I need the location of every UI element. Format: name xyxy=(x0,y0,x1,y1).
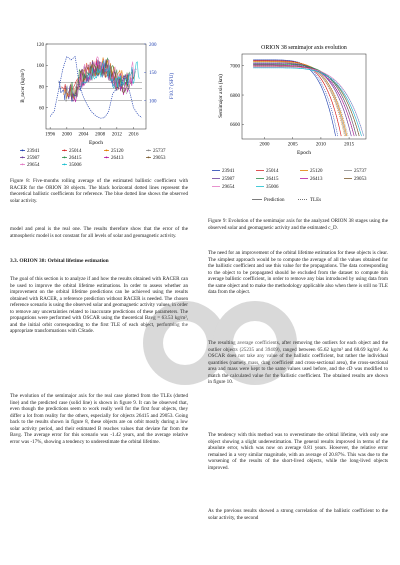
right-paragraph-2: The resulting average coefficients, after removing the outliers for each object and the outlier objects (25235 and 39409), ranged between 65.62 kg/m² and 68.69 kg/m². As OSCAR does not take any value of the ballistic coefficient, but rather the individual quantities (namely mass, drag coefficient and cross-sectional area), the cross-sectional area and mass were kept to the same values used before, and the cD was modified to match the calculated value for the ballistic coefficient. The obtained results are shown in figure 10. xyxy=(208,340,388,386)
left-intro-paragraph: model and ρreal is the real one. The results therefore show that the error of the atmospheric model is not constant for all levels of solar and geomagnetic activity. xyxy=(10,226,188,239)
section-heading-3-3: 3.3. ORION 38: Orbital lifetime estimation xyxy=(10,258,109,264)
fig8-legend-label: 25737 xyxy=(153,149,166,154)
left-paragraph-2: The evolution of the semimajor axis for the real case plotted from the TLEs (dotted line) and the predicted case (solid line) is shown in figure 9. It can be observed that, even though the predictions seem to work really well for the first four objects, they differ a lot from reality for the others, especially for objects 26415 and 29053. Going back to the results shown in figure 8, these objects are on orbit mostly during a low solar activity period, and their estimated B reaches values that deviate far from the Bavg. The average error for this scenario was -1.42 years, and the average relative error was -17%, showing a tendency to underestimate the orbital lifetime. xyxy=(10,393,188,445)
fig8-legend-label: 25987 xyxy=(27,156,40,161)
fig8-legend-marker xyxy=(106,150,108,152)
fig8-ytick-label: 60 xyxy=(39,106,44,112)
fig8-xtick-label: 2016 xyxy=(128,132,139,138)
fig8-ylabel: B_racer (kg/m²) xyxy=(20,69,26,103)
fig8-x-ticks xyxy=(45,127,139,138)
fig9-tle-line xyxy=(253,61,341,136)
fig9-legend-label: 25120 xyxy=(310,169,323,174)
fig8-series xyxy=(59,57,140,102)
fig9-legend-label: 25014 xyxy=(266,169,279,174)
fig8-legend-label: 35006 xyxy=(69,163,82,168)
fig8-axes-box xyxy=(46,44,146,129)
fig8-ytick-right-label: 150 xyxy=(149,71,157,77)
fig9-ylabel: Semimajor axis (km) xyxy=(218,74,224,118)
fig9-legend xyxy=(212,169,367,203)
fig8-legend-marker xyxy=(64,150,66,152)
fig9-legend-label: 23941 xyxy=(222,169,235,174)
fig9-legend-label: 26415 xyxy=(266,177,279,182)
fig9-legend-label: 29654 xyxy=(222,185,235,190)
fig9-legend-label: 25737 xyxy=(354,169,367,174)
fig8-legend-label: 25014 xyxy=(69,149,82,154)
fig9-xtick-label: 2010 xyxy=(315,142,326,148)
right-paragraph-4: As the previous results showed a strong correlation of the ballistic coefficient to the solar activity, the second xyxy=(208,508,388,521)
fig8-legend-label: 23941 xyxy=(27,149,40,154)
fig8-legend-label: 29654 xyxy=(27,163,40,168)
fig9-series xyxy=(253,60,363,136)
fig8-ytick-label: 80 xyxy=(39,85,44,91)
fig9-prediction-line xyxy=(253,61,341,136)
figure-8-chart xyxy=(10,40,188,168)
fig8-xtick-label: 2004 xyxy=(78,132,89,138)
fig9-prediction-line xyxy=(253,64,356,136)
figure-9-caption: Figure 9: Evolution of the semimajor axis for the analyzed ORION 38 stages using the observed solar and geomagnetic activity and the estimated c_D. xyxy=(208,218,388,231)
fig9-tle-line xyxy=(253,65,356,136)
fig9-tle-line xyxy=(253,60,337,136)
fig9-legend-label: 29053 xyxy=(354,177,367,182)
fig9-legend-tle-label: TLEs xyxy=(310,198,322,203)
fig9-prediction-line xyxy=(253,60,335,136)
fig8-legend-label: 26413 xyxy=(111,156,124,161)
fig9-xtick-label: 2015 xyxy=(344,142,355,148)
fig9-ytick-label: 7000 xyxy=(230,64,240,70)
fig9-x-ticks xyxy=(260,137,355,148)
fig8-legend-label: 26415 xyxy=(69,156,82,161)
fig9-prediction-line xyxy=(253,63,345,137)
fig8-ytick-label: 120 xyxy=(36,42,44,48)
fig8-ytick-label: 100 xyxy=(36,64,44,70)
fig9-legend-label: 26413 xyxy=(310,177,323,182)
right-paragraph-1: The need for an improvement of the orbital lifetime estimation for these objects is clear. The simplest approach would be to compute the average of all the values obtained for the ballistic coefficient and use this value for the propagations. The data corresponding to the object to be propagated should be excluded from the dataset to compute this average ballistic coefficient, in order to remove any bias introduced by using data from the same object and to make the methodology applicable also when there is still no TLE data from the object. xyxy=(208,250,388,296)
fig8-xtick-label: 1996 xyxy=(45,132,56,138)
fig9-legend-prediction-label: Prediction xyxy=(264,198,285,203)
fig8-legend-marker xyxy=(22,150,24,152)
fig9-prediction-line xyxy=(253,62,346,137)
right-paragraph-3: The tendency with this method was to overestimate the orbital lifetime, with only one object showing a slight underestimation. The general results improved in terms of the absolute error, which was now on average 0.81 years. However, the relative error remained in a very similar magnitude, with an average of 20.87%. This was due to the worsening of the results of the short-lived objects, while the long-lived objects improved. xyxy=(208,432,388,471)
fig8-xlabel: Epoch xyxy=(88,140,104,146)
fig8-legend-marker xyxy=(64,157,66,159)
fig8-ylabel-right: F10.7 (SFU) xyxy=(169,72,175,100)
fig8-xtick-label: 2008 xyxy=(95,132,106,138)
figure-9-chart xyxy=(208,40,388,210)
fig9-title: ORION 38 semimajor axis evolution xyxy=(261,45,347,51)
fig9-tle-line xyxy=(253,64,354,136)
fig9-ytick-label: 6600 xyxy=(230,123,240,129)
left-paragraph-1: The goal of this section is to analyze if and how the results obtained with RACER can be used to improve the orbital lifetime estimations. In order to assess whether an improvement on the orbital lifetime predictions can be achieved using the results obtained with RACER, a reference prediction without RACER is needed. The chosen reference scenario is using the observed solar and geomagnetic activity values, in order to remove any uncertainties related to inaccurate predictions of these parameters. The propagations were performed with OSCAR using the theoretical Bavg = 63.53 kg/m², and the initial orbit corresponding to the first TLE of each object, performing the appropriate transformations with CStade. xyxy=(10,276,188,335)
fig8-legend-marker xyxy=(148,157,150,159)
fig8-legend-marker xyxy=(64,164,66,166)
fig8-legend-marker xyxy=(22,157,24,159)
fig9-xtick-label: 2005 xyxy=(287,142,298,148)
fig8-legend-marker xyxy=(148,150,150,152)
fig9-legend-label: 35006 xyxy=(266,185,279,190)
fig8-legend-label: 29053 xyxy=(153,156,166,161)
fig8-legend-marker xyxy=(22,164,24,166)
fig8-legend xyxy=(20,149,166,168)
fig9-xtick-label: 2000 xyxy=(259,142,270,148)
fig8-xtick-label: 2000 xyxy=(61,132,72,138)
fig8-ytick-right-label: 100 xyxy=(149,99,157,105)
fig9-legend-label: 25987 xyxy=(222,177,235,182)
fig9-ytick-label: 6800 xyxy=(230,93,240,99)
fig8-xtick-label: 2012 xyxy=(111,132,122,138)
figure-8-caption: Figure 8: Five-months rolling average of the estimated ballistic coefficient with RACER for the ORION 38 objects. The black horizontal dotted lines represent the theoretical ballistic coefficients for reference. The blue dotted line shows the observed solar activity. xyxy=(10,178,188,204)
fig8-y-ticks xyxy=(37,43,49,112)
fig8-legend-label: 25120 xyxy=(111,149,124,154)
fig9-xlabel: Epoch xyxy=(296,150,312,156)
fig8-legend-marker xyxy=(106,157,108,159)
fig8-ytick-right-label: 200 xyxy=(149,42,157,48)
